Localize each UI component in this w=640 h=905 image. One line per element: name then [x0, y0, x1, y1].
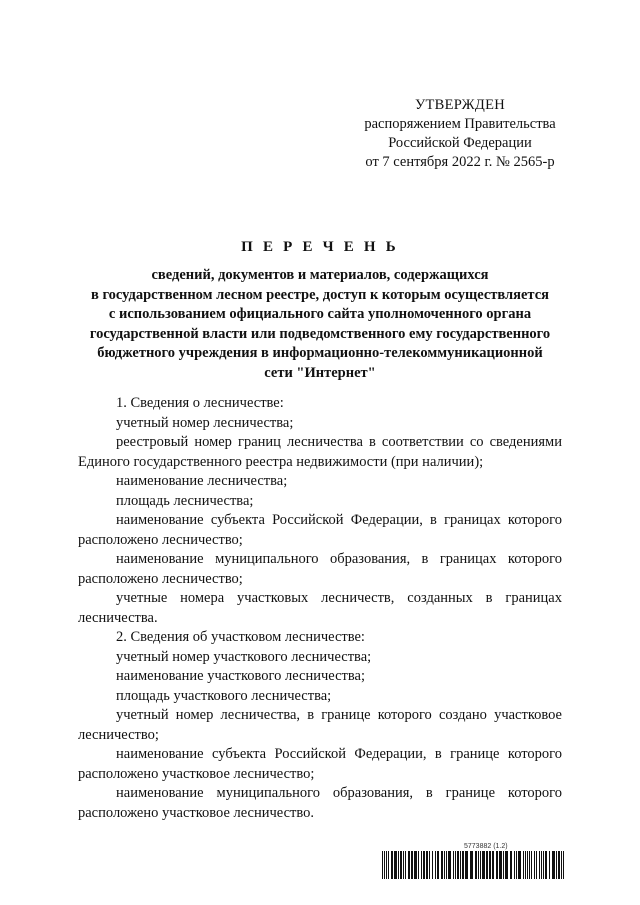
subtitle-line: сети "Интернет": [264, 364, 376, 381]
list-item: площадь участкового лесничества;: [116, 687, 332, 704]
list-item: учетный номер участкового лесничества;: [116, 648, 372, 665]
list-item: реестровый номер границ лесничества в соответствии со сведениями Единого государственного реестра недвижимости (при наличии);: [78, 434, 562, 470]
approval-block: [330, 96, 590, 172]
list-item: наименование субъекта Российской Федерации, в границах которого расположено лесничество;: [78, 512, 562, 548]
approval-line-2: Российской Федерации: [388, 135, 532, 151]
document-title: П Е Р Е Ч Е Н Ь: [241, 239, 399, 255]
subtitle-line: сведений, документов и материалов, содержащихся: [151, 267, 489, 283]
document-code: 5773882 (1.2): [464, 843, 508, 850]
list-item: наименование муниципального образования, в границе которого расположено участковое лесничество.: [78, 785, 562, 821]
barcode-image: [382, 851, 566, 879]
subtitle-line: в государственном лесном реестре, доступ к которым осуществляется: [90, 286, 550, 303]
list-item: учетные номера участковых лесничеств, созданных в границах лесничества.: [78, 590, 562, 626]
list-item: учетный номер лесничества;: [116, 414, 294, 431]
list-item: учетный номер лесничества, в границе которого создано участковое лесничество;: [78, 707, 562, 743]
approval-line-1: распоряжением Правительства: [364, 116, 556, 132]
document-subtitle: [70, 266, 570, 383]
approval-title: УТВЕРЖДЕН: [414, 97, 506, 113]
subtitle-line: государственной власти или подведомственного ему государственного: [89, 325, 551, 342]
approval-line-3: от 7 сентября 2022 г. № 2565-р: [365, 154, 555, 170]
list-item: наименование лесничества;: [116, 473, 288, 489]
section-heading-district-forestry: 2. Сведения об участковом лесничестве:: [116, 629, 365, 645]
list-item: наименование субъекта Российской Федерации, в границе которого расположено участковое лесничество;: [78, 746, 562, 782]
list-item: наименование участкового лесничества;: [116, 668, 365, 684]
subtitle-line: с использованием официального сайта уполномоченного органа: [108, 306, 532, 322]
list-item: наименование муниципального образования, в границах которого расположено лесничество;: [78, 551, 562, 587]
subtitle-line: бюджетного учреждения в информационно-телекоммуникационной: [97, 345, 543, 361]
list-item: площадь лесничества;: [116, 492, 254, 509]
document-body: [78, 394, 562, 823]
section-heading-forestry: 1. Сведения о лесничестве:: [116, 395, 284, 411]
